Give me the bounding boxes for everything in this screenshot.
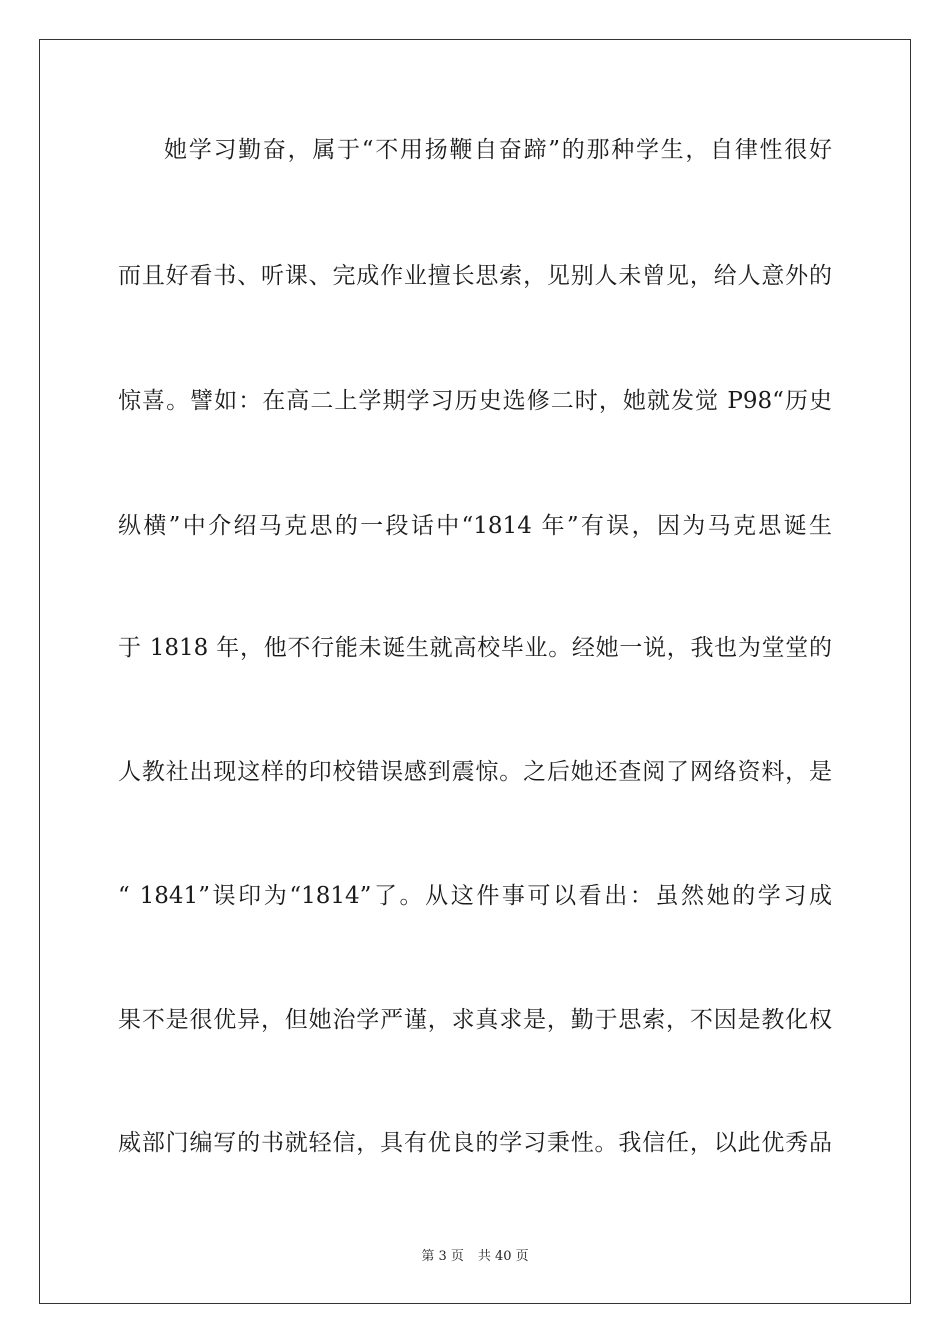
paragraph-line-8: 果不是很优异，但她治学严谨，求真求是，勤于思索，不因是教化权 (118, 1007, 832, 1033)
paragraph-line-1: 她学习勤奋，属于“不用扬鞭自奋蹄”的那种学生，自律性很好 (164, 137, 832, 163)
paragraph-line-7: “ 1841”误印为“1814”了。从这件事可以看出：虽然她的学习成 (118, 883, 832, 909)
paragraph-line-4: 纵横”中介绍马克思的一段话中“1814 年”有误，因为马克思诞生 (118, 513, 832, 539)
page-number: 第 3 页 (421, 1249, 464, 1264)
paragraph-line-5: 于 1818 年，他不行能未诞生就高校毕业。经她一说，我也为堂堂的 (118, 635, 832, 661)
page-total: 共 40 页 (477, 1249, 529, 1264)
paragraph-line-2: 而且好看书、听课、完成作业擅长思索，见别人未曾见，给人意外的 (118, 263, 832, 289)
paragraph-line-3: 惊喜。譬如：在高二上学期学习历史选修二时，她就发觉 P98“历史 (118, 388, 832, 414)
page-border (39, 39, 911, 1304)
paragraph-line-6: 人教社出现这样的印校错误感到震惊。之后她还查阅了网络资料，是 (118, 759, 832, 785)
page-footer (0, 1248, 950, 1266)
paragraph-line-9: 威部门编写的书就轻信，具有优良的学习秉性。我信任，以此优秀品 (118, 1130, 832, 1156)
